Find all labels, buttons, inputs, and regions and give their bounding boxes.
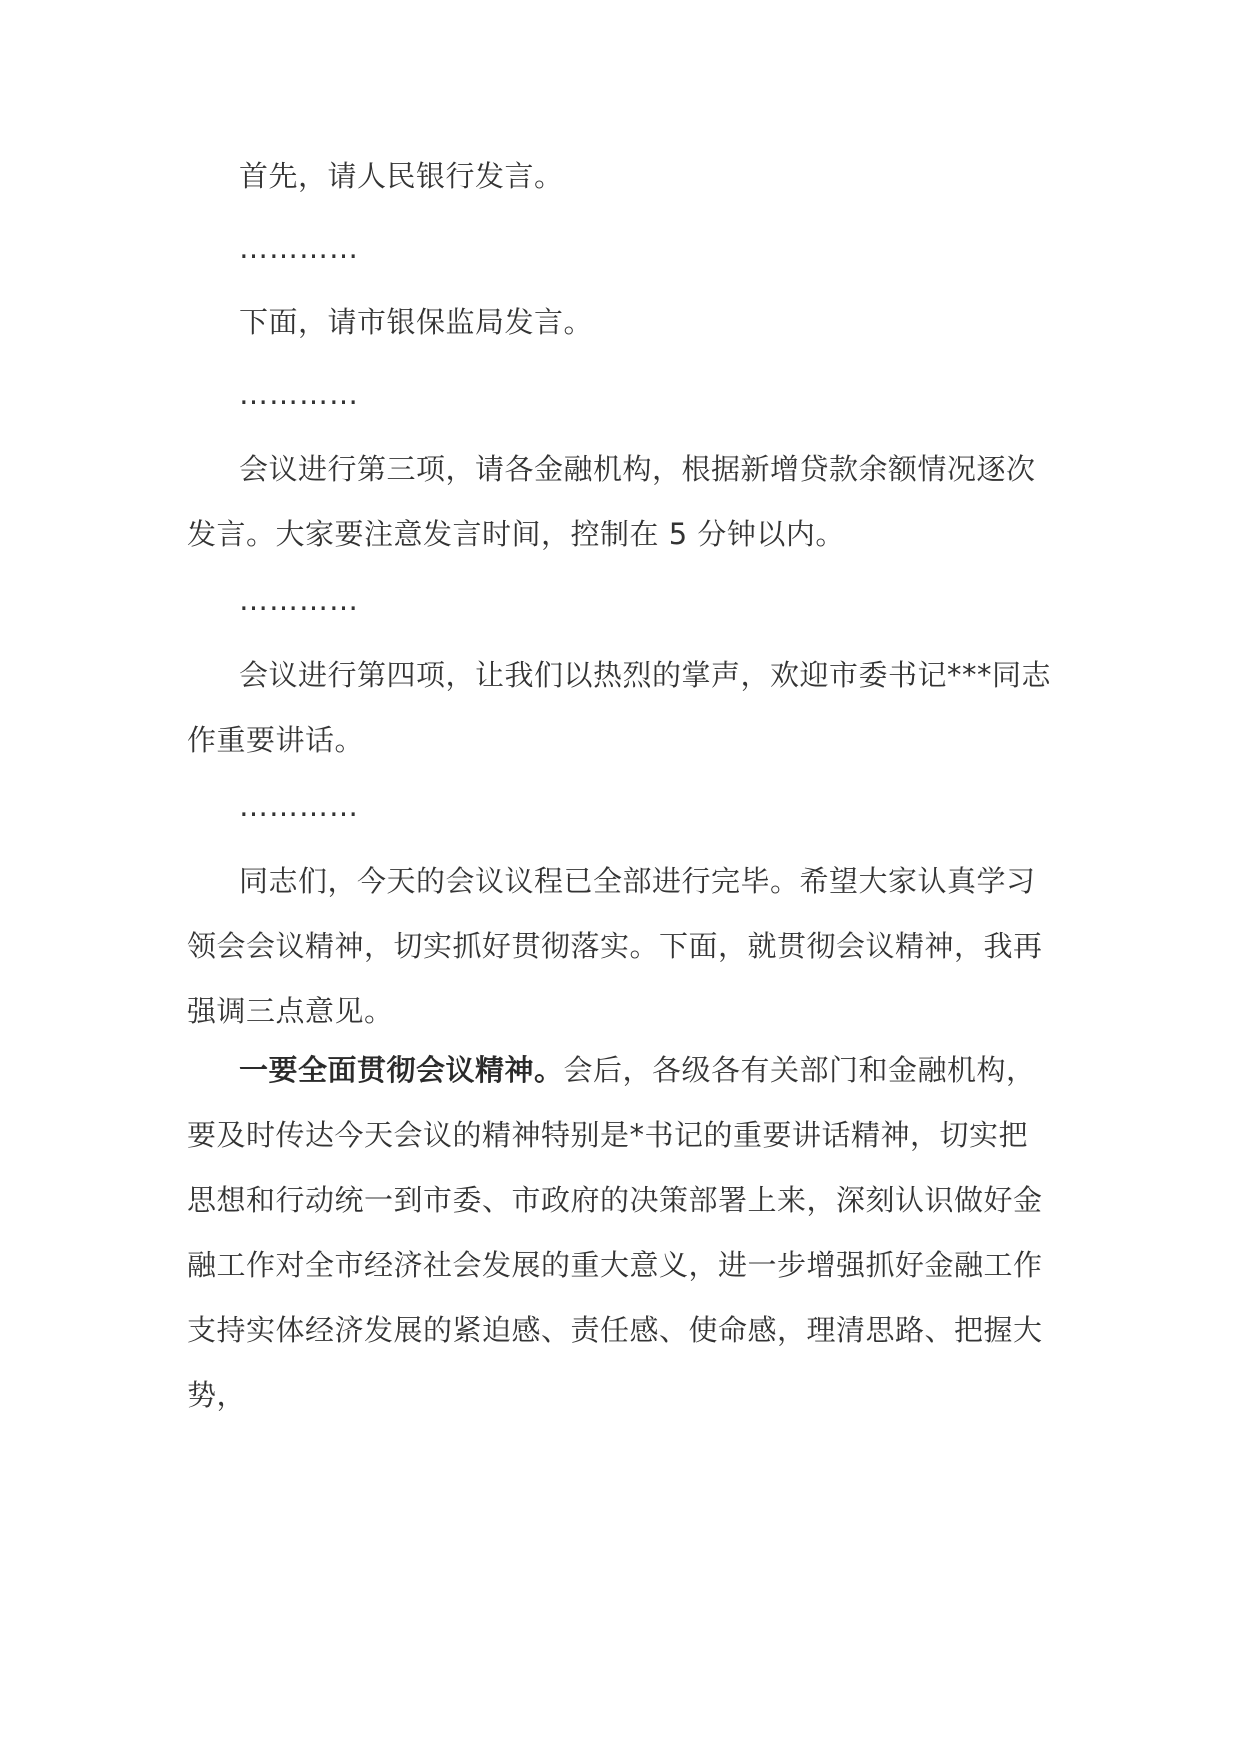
paragraph-cbirc-speech — [187, 290, 1052, 355]
ellipsis-text: ………… — [239, 231, 359, 265]
paragraph-text: 首先，请人民银行发言。 — [239, 159, 564, 193]
paragraph-text: 下面，请市银保监局发言。 — [239, 305, 594, 339]
paragraph-agenda-item-4 — [187, 643, 1052, 773]
paragraph-closing-remarks — [187, 849, 1052, 1044]
ellipsis-4 — [187, 774, 1052, 839]
point-heading: 一要全面贯彻会议精神。 — [239, 1053, 564, 1087]
paragraph-pbc-speech — [187, 144, 1052, 209]
paragraph-text: 会议进行第三项，请各金融机构，根据新增贷款余额情况逐次发言。大家要注意发言时间，控制在 5 分钟以内。 — [187, 452, 1036, 551]
ellipsis-1 — [187, 216, 1052, 281]
ellipsis-2 — [187, 362, 1052, 427]
ellipsis-3 — [187, 568, 1052, 633]
ellipsis-text: ………… — [239, 583, 359, 617]
paragraph-point-one — [187, 1038, 1052, 1428]
paragraph-text: 会后，各级各有关部门和金融机构，要及时传达今天会议的精神特别是*书记的重要讲话精神，切实把思想和行动统一到市委、市政府的决策部署上来，深刻认识做好金融工作对全市经济社会发展的重大意义，进一步增强抓好金融工作支持实体经济发展的紧迫感、责任感、使命感，理清思路、把握大势， — [187, 1053, 1043, 1412]
ellipsis-text: ………… — [239, 789, 359, 823]
paragraph-text: 同志们，今天的会议议程已全部进行完毕。希望大家认真学习领会会议精神，切实抓好贯彻落实。下面，就贯彻会议精神，我再强调三点意见。 — [187, 864, 1043, 1028]
paragraph-text: 会议进行第四项，让我们以热烈的掌声，欢迎市委书记***同志作重要讲话。 — [187, 658, 1052, 757]
ellipsis-text: ………… — [239, 377, 359, 411]
paragraph-agenda-item-3 — [187, 437, 1052, 567]
